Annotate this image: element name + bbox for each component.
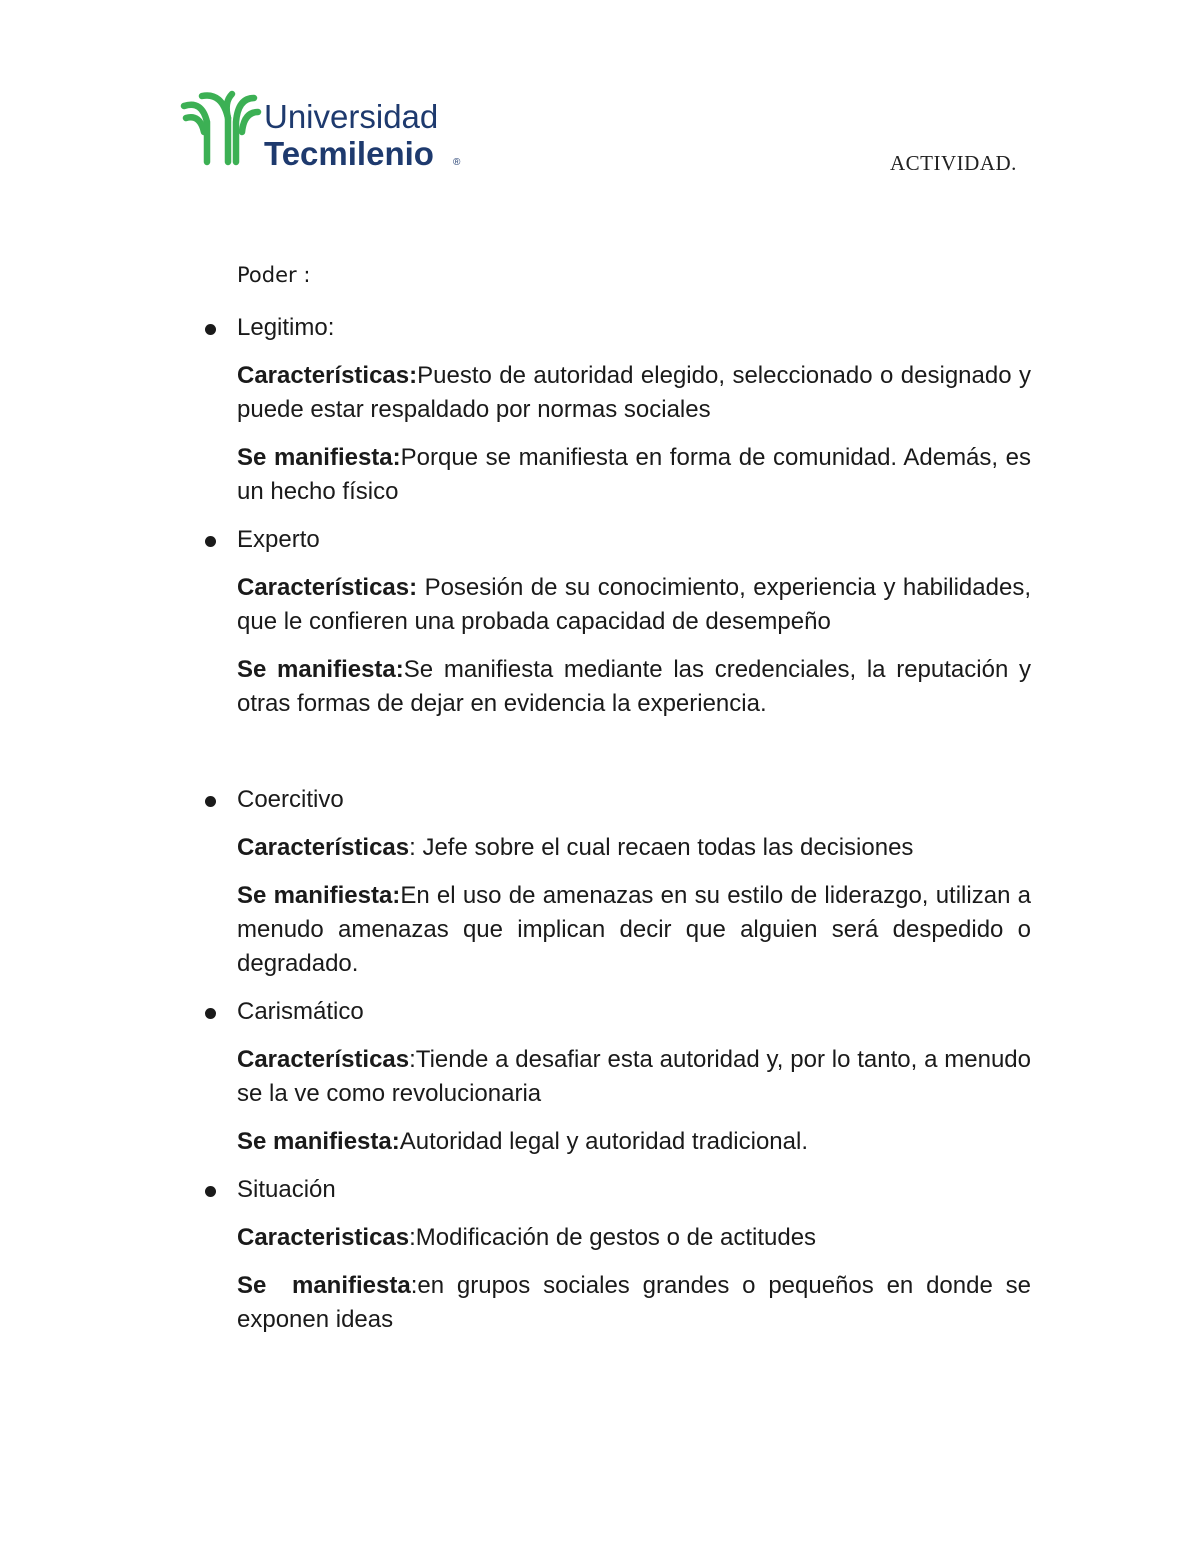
manifest-label: Se manifiesta: (237, 444, 401, 471)
manifest-text: En el uso de amenazas en su estilo de liderazgo, utilizan a menudo amenazas que implican decir que alguien será despedido o degradado. (237, 882, 1032, 977)
characteristics-label: Características (237, 834, 410, 861)
document-body (237, 311, 1038, 1351)
list-item-title (237, 311, 1031, 345)
characteristics-text: Posesión de su conocimiento, experiencia y habilidades, que le confieren una probada capacidad de desempeño (237, 574, 1031, 635)
bullet-icon (205, 1186, 216, 1197)
manifest-label: Se manifiesta: (237, 882, 401, 909)
manifest-text: Porque se manifiesta en forma de comunidad. Además, es un hecho físico (237, 444, 1032, 505)
manifest-label: Se manifiesta (237, 1272, 411, 1299)
bullet-icon (205, 796, 216, 807)
characteristics-paragraph (237, 831, 1031, 865)
item-title-text: Legitimo: (237, 314, 335, 341)
bullet-icon (205, 1008, 216, 1019)
manifest-text: Se manifiesta mediante las credenciales, la reputación y otras formas de dejar en evidencia la experiencia. (237, 656, 1031, 717)
characteristics-paragraph (237, 1221, 1031, 1255)
list-item-title (237, 783, 1031, 817)
manifest-paragraph (237, 441, 1031, 509)
characteristics-label: Características (237, 1046, 410, 1073)
tecmilenio-tree-icon (180, 88, 470, 170)
characteristics-label: Caracteristicas (237, 1224, 410, 1251)
list-item-title (237, 1173, 1031, 1207)
university-logo (180, 88, 470, 170)
characteristics-text: :Tiende a desafiar esta autoridad y, por lo tanto, a menudo se la ve como revolucionaria (237, 1046, 1031, 1107)
item-title-text: Experto (237, 526, 320, 553)
manifest-label: Se manifiesta: (237, 1128, 400, 1155)
item-title-text: Situación (237, 1176, 336, 1203)
characteristics-label: Características: (237, 574, 418, 601)
characteristics-label: Características: (237, 362, 418, 389)
item-title-text: Coercitivo (237, 786, 344, 813)
power-title: Poder : (237, 263, 311, 287)
manifest-paragraph (237, 1125, 1031, 1159)
characteristics-text: : Jefe sobre el cual recaen todas las decisiones (409, 834, 914, 861)
list-item-title (237, 523, 1031, 557)
manifest-paragraph (237, 653, 1031, 721)
item-title-text: Carismático (237, 998, 364, 1025)
logo-line1: Universidad (264, 98, 439, 135)
manifest-paragraph (237, 879, 1031, 981)
characteristics-paragraph (237, 359, 1031, 427)
characteristics-paragraph (237, 571, 1031, 639)
manifest-text: Autoridad legal y autoridad tradicional. (399, 1128, 808, 1155)
list-item-title (237, 995, 1031, 1029)
logo-registered-mark: ® (453, 157, 461, 168)
logo-line2: Tecmilenio (264, 135, 434, 170)
bullet-icon (205, 536, 216, 547)
characteristics-text: :Modificación de gestos o de actitudes (409, 1224, 817, 1251)
characteristics-paragraph (237, 1043, 1031, 1111)
activity-header: ACTIVIDAD. (890, 151, 1017, 175)
manifest-paragraph (237, 1269, 1038, 1337)
characteristics-text: Puesto de autoridad elegido, seleccionado o designado y puede estar respaldado por normas sociales (237, 362, 1031, 423)
manifest-text: :en grupos sociales grandes o pequeños en donde se exponen ideas (237, 1272, 1038, 1333)
bullet-icon (205, 324, 216, 335)
logo-tree-mark (184, 94, 258, 162)
blank-line (237, 735, 1031, 783)
manifest-label: Se manifiesta: (237, 656, 404, 683)
